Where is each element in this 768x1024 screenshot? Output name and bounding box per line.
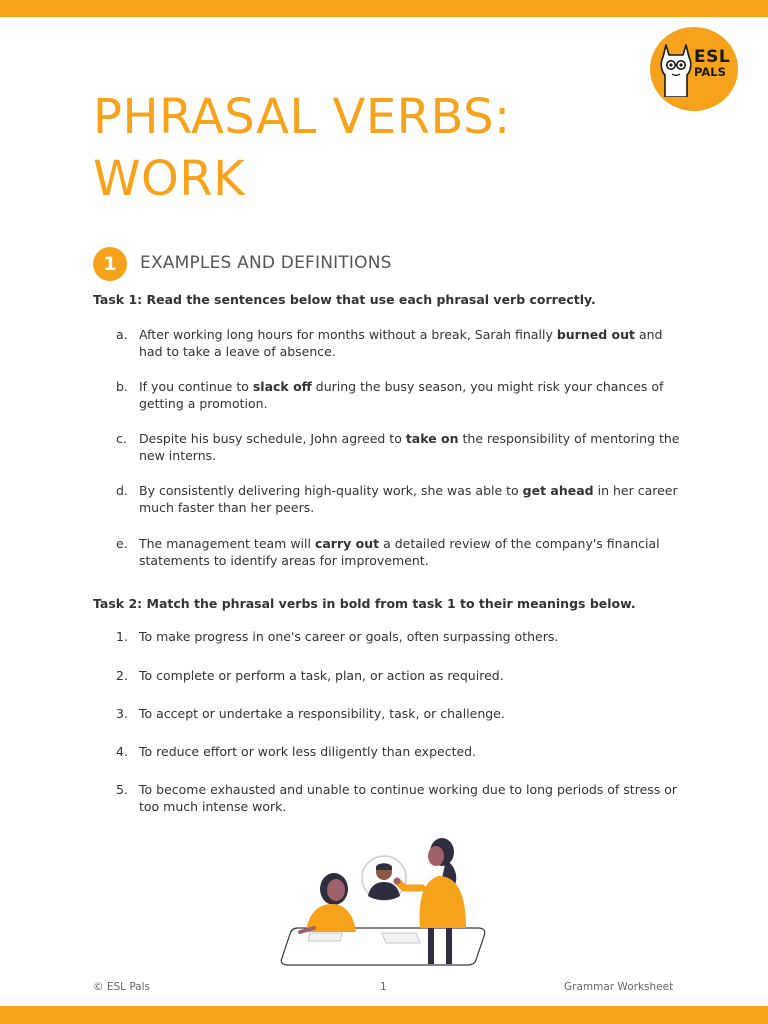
item-text: To accept or undertake a responsibility, task, or challenge. xyxy=(139,706,505,721)
item-marker: 1. xyxy=(116,629,128,644)
item-text: After working long hours for months without a break, Sarah finally burned out and had to take a leave of absence. xyxy=(139,327,663,359)
item-text: By consistently delivering high-quality work, she was able to get ahead in her career much faster than her peers. xyxy=(139,483,678,515)
item-marker: 3. xyxy=(116,706,128,721)
esl-pals-logo xyxy=(650,27,738,111)
item-text: Despite his busy schedule, John agreed to take on the responsibility of mentoring the new interns. xyxy=(139,431,680,463)
item-marker: 5. xyxy=(116,782,128,797)
item-text: To make progress in one's career or goals, often surpassing others. xyxy=(139,629,559,644)
phrasal-verb: carry out xyxy=(314,536,380,551)
footer-copyright: © ESL Pals xyxy=(93,981,151,993)
item-marker: b. xyxy=(116,379,128,394)
logo-line-2: PALS xyxy=(694,65,726,79)
item-text: The management team will carry out a detailed review of the company's financial statements to identify areas for improvement. xyxy=(139,536,660,568)
bottom-accent-bar xyxy=(0,1006,768,1024)
item-text: If you continue to slack off during the busy season, you might risk your chances of getting a promotion. xyxy=(139,379,664,411)
item-marker: c. xyxy=(116,431,127,446)
meeting-illustration xyxy=(270,832,510,972)
phrasal-verb: slack off xyxy=(252,379,312,394)
item-text: To complete or perform a task, plan, or action as required. xyxy=(139,668,504,683)
title-line-2: WORK xyxy=(93,151,246,207)
title-line-1: PHRASAL VERBS: xyxy=(93,89,511,145)
logo-line-1: ESL xyxy=(694,47,731,67)
item-marker: a. xyxy=(116,327,128,342)
footer-page-number: 1 xyxy=(380,981,387,993)
task-2-heading: Task 2: Match the phrasal verbs in bold from task 1 to their meanings below. xyxy=(93,596,636,611)
item-marker: d. xyxy=(116,483,128,498)
top-accent-bar xyxy=(0,0,768,17)
phrasal-verb: take on xyxy=(405,431,459,446)
llama-icon xyxy=(656,41,696,97)
phrasal-verb: get ahead xyxy=(522,483,594,498)
section-title: EXAMPLES AND DEFINITIONS xyxy=(140,253,392,273)
section-number-badge: 1 xyxy=(93,247,127,281)
item-marker: e. xyxy=(116,536,128,551)
footer-doc-type: Grammar Worksheet xyxy=(564,981,674,993)
task-1-heading: Task 1: Read the sentences below that use each phrasal verb correctly. xyxy=(93,292,596,307)
item-text: To become exhausted and unable to continue working due to long periods of stress or too much intense work. xyxy=(139,782,678,814)
phrasal-verb: burned out xyxy=(556,327,635,342)
item-marker: 4. xyxy=(116,744,128,759)
item-text: To reduce effort or work less diligently than expected. xyxy=(139,744,477,759)
page-title xyxy=(93,86,511,210)
logo-wordmark xyxy=(694,49,730,79)
item-marker: 2. xyxy=(116,668,128,683)
